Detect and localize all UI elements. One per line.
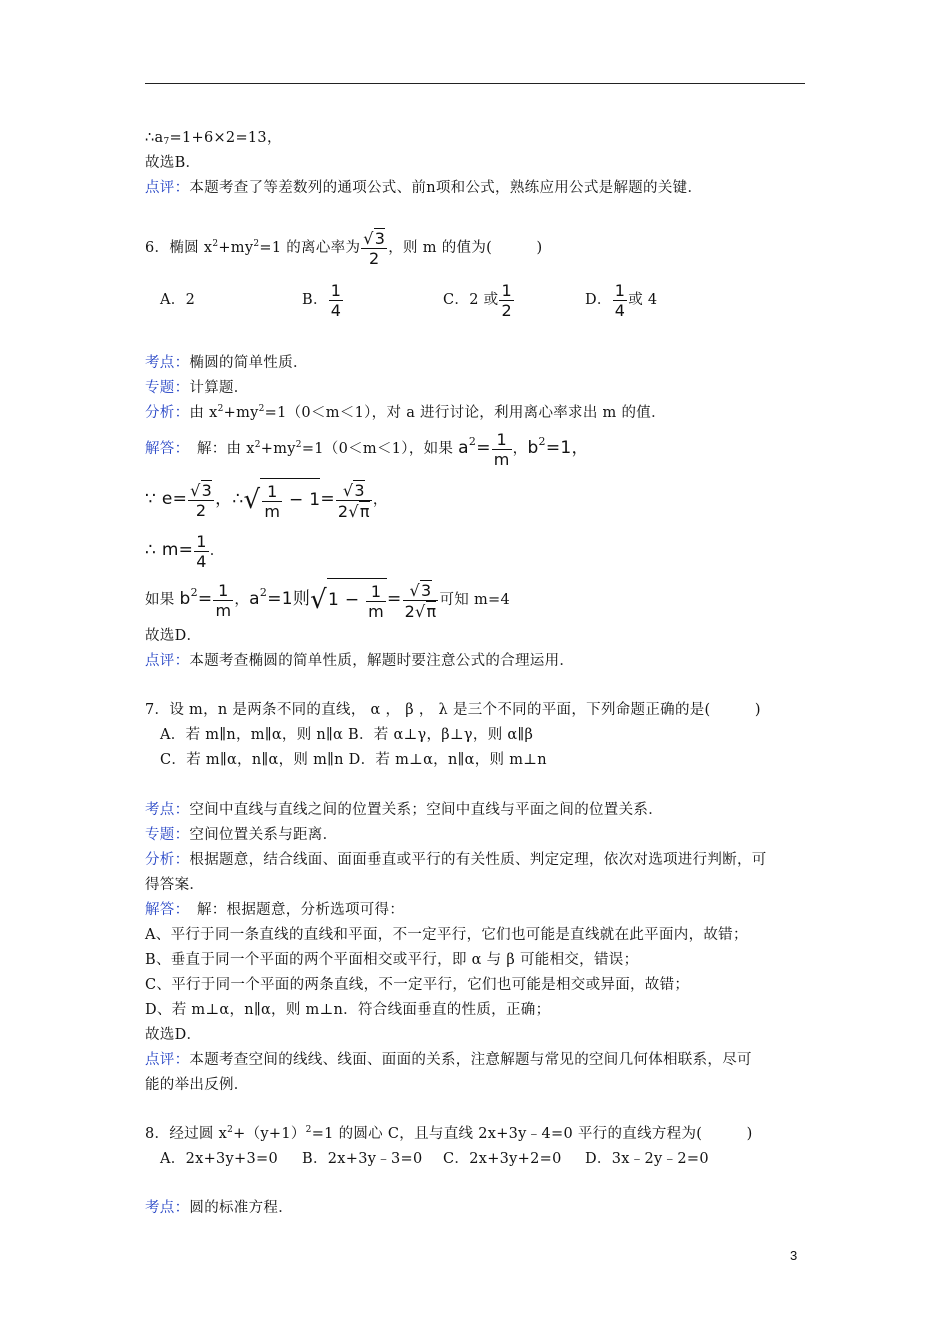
- q6-jieda: 解答： 解：由 $x^2+my^2=1(0<m<1)$，如果 $a^2=$ $\frac{1}{m}$ ，$b^2=1$，: [145, 429, 589, 469]
- q8-kaodian: 考点：圆的标准方程．: [145, 1200, 294, 1216]
- comment-line: 点评：本题考查了等差数列的通项公式、前n项和公式，熟练应用公式是解题的关键．: [145, 180, 703, 196]
- q7-jieda: 解答： 解：根据题意，分析选项可得：: [145, 902, 405, 918]
- q7-comment-cont: 能的举出反例．: [145, 1077, 249, 1093]
- q7-options-cd: C．若 m∥α，n∥α，则 m∥n D．若 m⊥α，n∥α，则 m⊥n: [160, 752, 547, 768]
- q6-because-line: ∵ e= $\frac{√3}{2}$ ，∴√ $\frac{1}{m}$ − 1= $\frac{√3}{2√\pi}$ ，: [145, 478, 388, 522]
- q7-item-a: A、平行于同一条直线的直线和平面，不一定平行，它们也可能是直线就在此平面内，故错；: [145, 927, 748, 943]
- q7-kaodian: 考点：空间中直线与直线之间的位置关系；空间中直线与平面之间的位置关系．: [145, 802, 664, 818]
- q6-zhuanti: 专题：计算题．: [145, 380, 249, 396]
- q8-option-c: C．2x+3y+2=0: [443, 1151, 562, 1167]
- eccentricity-fraction: $\frac{√3}{2}$: [363, 229, 386, 268]
- q6-if-line: 如果 $b^2=$ $\frac{1}{m}$ ，$a^2=1$则√1 − $\frac{1}{m}$ = $\frac{√3}{2√\pi}$ 可知 m=4: [145, 578, 510, 622]
- q6-fenxi: 分析：由 $x^2+my^2=1(0<m<1)$，对 a 进行讨论，利用离心率求出 m 的值．: [145, 404, 666, 421]
- q6-stem: 6．椭圆 $x^2+my^2=1$ 的离心率为 $\frac{√3}{2}$ ，则 m 的值为( ): [145, 229, 543, 268]
- q7-fenxi-cont: 得答案．: [145, 877, 205, 893]
- q6-options-spacer: [160, 280, 800, 320]
- q6-option-a: A．2: [160, 292, 196, 308]
- q6-option-d: D． $\frac{1}{4}$ 或 4: [585, 280, 658, 320]
- q7-item-b: B、垂直于同一个平面的两个平面相交或平行，即 α 与 β 可能相交，错误；: [145, 952, 639, 968]
- q7-item-c: C、平行于同一个平面的两条直线，不一定平行，它们也可能是相交或异面，故错；: [145, 977, 690, 993]
- therefore-a7-line: $\therefore a_7=1+6\times 2=13$，: [145, 130, 282, 147]
- q7-options-ab: A．若 m∥n，m∥α，则 n∥α B．若 α⊥γ，β⊥γ，则 α∥β: [160, 727, 534, 743]
- page-number: 3: [790, 1248, 798, 1263]
- q6-therefore-m: ∴ m= $\frac{1}{4}$ ．: [145, 531, 225, 571]
- q6-comment: 点评：本题考查椭圆的简单性质，解题时要注意公式的合理运用．: [145, 653, 575, 669]
- q7-comment: 点评：本题考查空间的线线、线面、面面的关系，注意解题与常见的空间几何体相联系，尽可: [145, 1052, 752, 1068]
- header-rule: [145, 83, 805, 84]
- q6-option-b: B． $\frac{1}{4}$: [302, 280, 342, 320]
- q8-option-b: B．2x+3y﹣3=0: [302, 1151, 423, 1167]
- q7-choose: 故选D．: [145, 1027, 202, 1043]
- q6-option-c: C．2 或 $\frac{1}{2}$: [443, 280, 512, 320]
- q6-choose: 故选D．: [145, 628, 202, 644]
- q8-stem: 8．经过圆 $x^2+(y+1)^2=1$ 的圆心 C，且与直线 2x+3y﹣4=0 平行的直线方程为( ): [145, 1125, 753, 1142]
- q7-stem: 7．设 m，n 是两条不同的直线， α ， β ， λ 是三个不同的平面，下列命题正确的是( ): [145, 702, 761, 718]
- q7-item-d: D、若 m⊥α，n∥α，则 m⊥n．符合线面垂直的性质，正确；: [145, 1002, 551, 1018]
- q6-kaodian: 考点：椭圆的简单性质．: [145, 355, 308, 371]
- choose-b-line: 故选B．: [145, 155, 201, 171]
- comment-label: 点评：: [145, 180, 190, 196]
- q7-zhuanti: 专题：空间位置关系与距离．: [145, 827, 338, 843]
- q7-fenxi: 分析：根据题意，结合线面、面面垂直或平行的有关性质、判定定理，依次对选项进行判断，可: [145, 852, 767, 868]
- q8-option-a: A．2x+3y+3=0: [160, 1151, 278, 1167]
- q8-option-d: D．3x﹣2y﹣2=0: [585, 1151, 709, 1167]
